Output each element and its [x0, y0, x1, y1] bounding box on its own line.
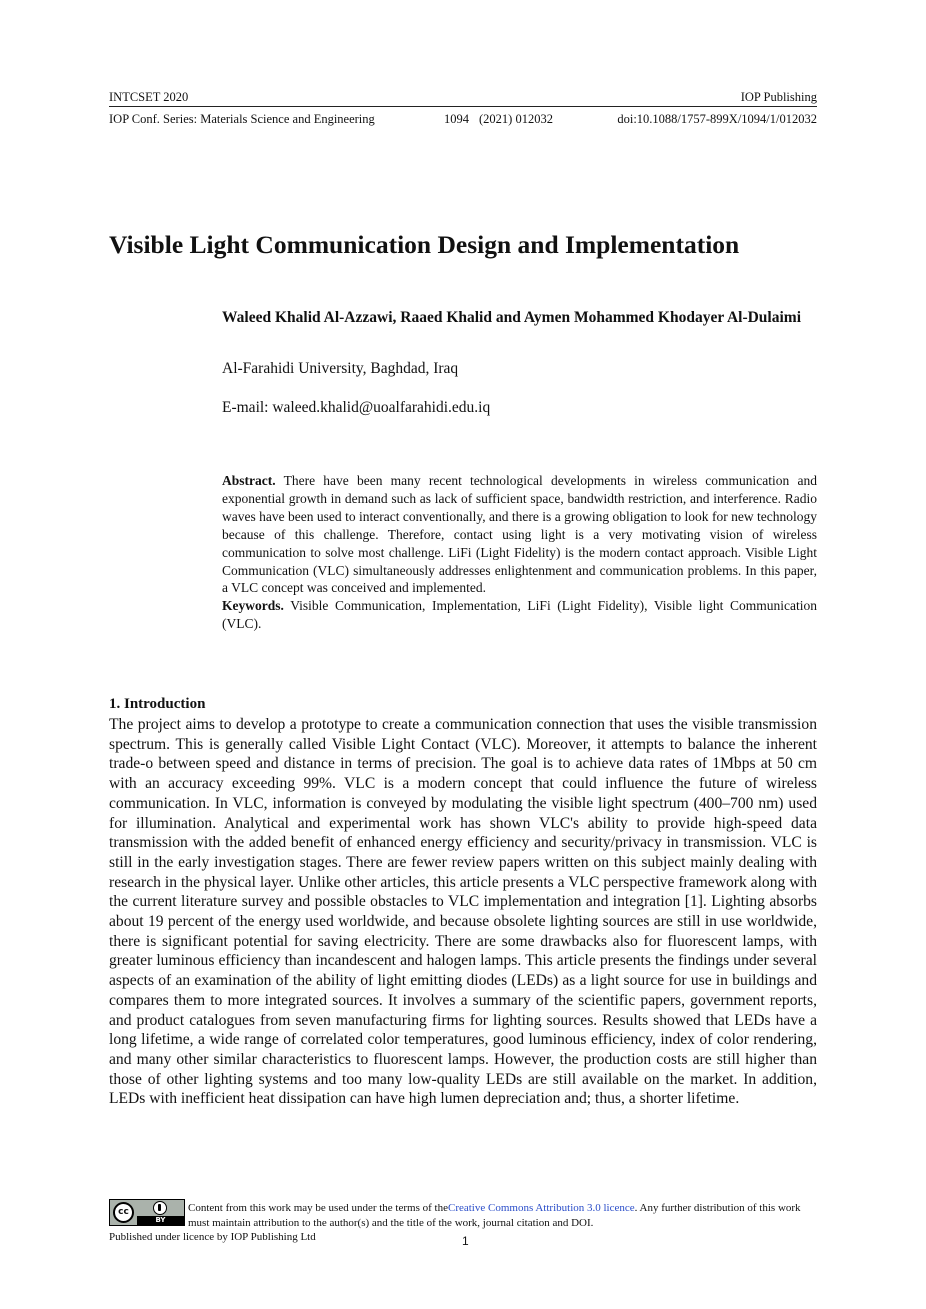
paper-title: Visible Light Communication Design and Implementation: [109, 230, 740, 259]
year-article: (2021) 012032: [479, 112, 553, 126]
license-text-post: . Any further distribution of this work must maintain attribution to the author(s) and the title of the work, journal citation and DOI.: [188, 1202, 801, 1229]
attribution-person-icon: [153, 1201, 167, 1215]
header-rule: [109, 106, 817, 107]
author-email: E-mail: waleed.khalid@uoalfarahidi.edu.iq: [222, 399, 491, 416]
publisher-name: IOP Publishing: [740, 90, 817, 104]
abstract-text: There have been many recent technological developments in wireless communication and exponential growth in demand such as lack of sufficient space, bandwidth restriction, and interference. Radio waves have been used to interact conventionally, and there is a growing obligation to look for new technology because of this challenge. Therefore, contact using light is a very motivating vision of wireless communication to solve most challenge. LiFi (Light Fidelity) is the modern contact approach. Visible Light Communication (VLC) simultaneously addresses enlightenment and communication problems. In this paper, a VLC concept was conceived and implemented.: [222, 473, 817, 596]
series-name: IOP Conf. Series: Materials Science and Engineering: [109, 112, 375, 126]
keywords-paragraph: [222, 597, 817, 633]
keywords-text: Visible Communication, Implementation, LiFi (Light Fidelity), Visible light Communication (VLC).: [222, 598, 817, 632]
citation-line: [109, 112, 817, 128]
license-notice: [188, 1201, 818, 1231]
introduction-body: The project aims to develop a prototype to create a communication connection that uses the visible transmission spectrum. This is generally called Visible Light Contact (VLC). Moreover, it attempts to balance the inherent trade-o between speed and distance in terms of precision. The goal is to achieve data rates of 1Mbps at 50 cm with an accuracy exceeding 99%. VLC is a modern concept that could influence the future of wireless communication. In VLC, information is conveyed by modulating the visible light spectrum (400–700 nm) used for illumination. Analytical and experimental work has shown VLC's ability to provide high-speed data transmission with the added benefit of enhanced energy efficiency and security/privacy in transmission. VLC is still in the early investigation stages. There are fewer review papers written on this subject mainly dealing with research in the physical layer. Unlike other articles, this article presents a VLC perspective framework along with the current literature survey and possible obstacles to VLC implementation and integration [1]. Lighting absorbs about 19 percent of the energy used worldwide, and because obsolete lighting sources are still in use worldwide, there is significant potential for saving electricity. There are some drawbacks also for fluorescent lamps, with greater luminous efficiency than incandescent and halogen lamps. This article presents the findings under several aspects of an examination of the ability of light emitting diodes (LEDs) as a light source for use in buildings and compares them to more integrated sources. It involves a summary of the scientific papers, government reports, and product catalogues from seven manufacturing firms for lighting sources. Results showed that LEDs have a long lifetime, a wide range of correlated color temperatures, good luminous efficiency, index of color rendering, and many other similar characteristics to fluorescent lamps. However, the production costs are still higher than those of other lighting systems and too many low-quality LEDs are still available on the market. In addition, LEDs with inefficient heat dissipation can have high lumen depreciation and; thus, a shorter lifetime.: [109, 716, 817, 1108]
license-link[interactable]: Creative Commons Attribution 3.0 licence: [447, 1202, 635, 1214]
section-heading-introduction: 1. Introduction: [109, 696, 206, 712]
cc-by-license-badge: [109, 1199, 185, 1226]
license-text-pre: Content from this work may be used under the terms of the: [188, 1202, 448, 1214]
author-list: Waleed Khalid Al-Azzawi, Raaed Khalid and Aymen Mohammed Khodayer Al-Dulaimi: [222, 309, 801, 326]
volume-number: 1094: [444, 112, 469, 126]
creative-commons-icon: cc: [113, 1202, 134, 1223]
doi: doi:10.1088/1757-899X/1094/1/012032: [617, 112, 817, 126]
abstract: [222, 472, 817, 633]
running-header: [109, 90, 817, 106]
by-label: BY: [155, 1216, 166, 1224]
conference-name: INTCSET 2020: [109, 90, 189, 104]
published-notice: Published under licence by IOP Publishing Ltd: [109, 1231, 316, 1243]
abstract-label: Abstract.: [222, 473, 276, 488]
abstract-paragraph: [222, 472, 817, 597]
affiliation: Al-Farahidi University, Baghdad, Iraq: [222, 360, 459, 377]
page-number: 1: [462, 1234, 469, 1248]
keywords-label: Keywords.: [222, 598, 284, 614]
